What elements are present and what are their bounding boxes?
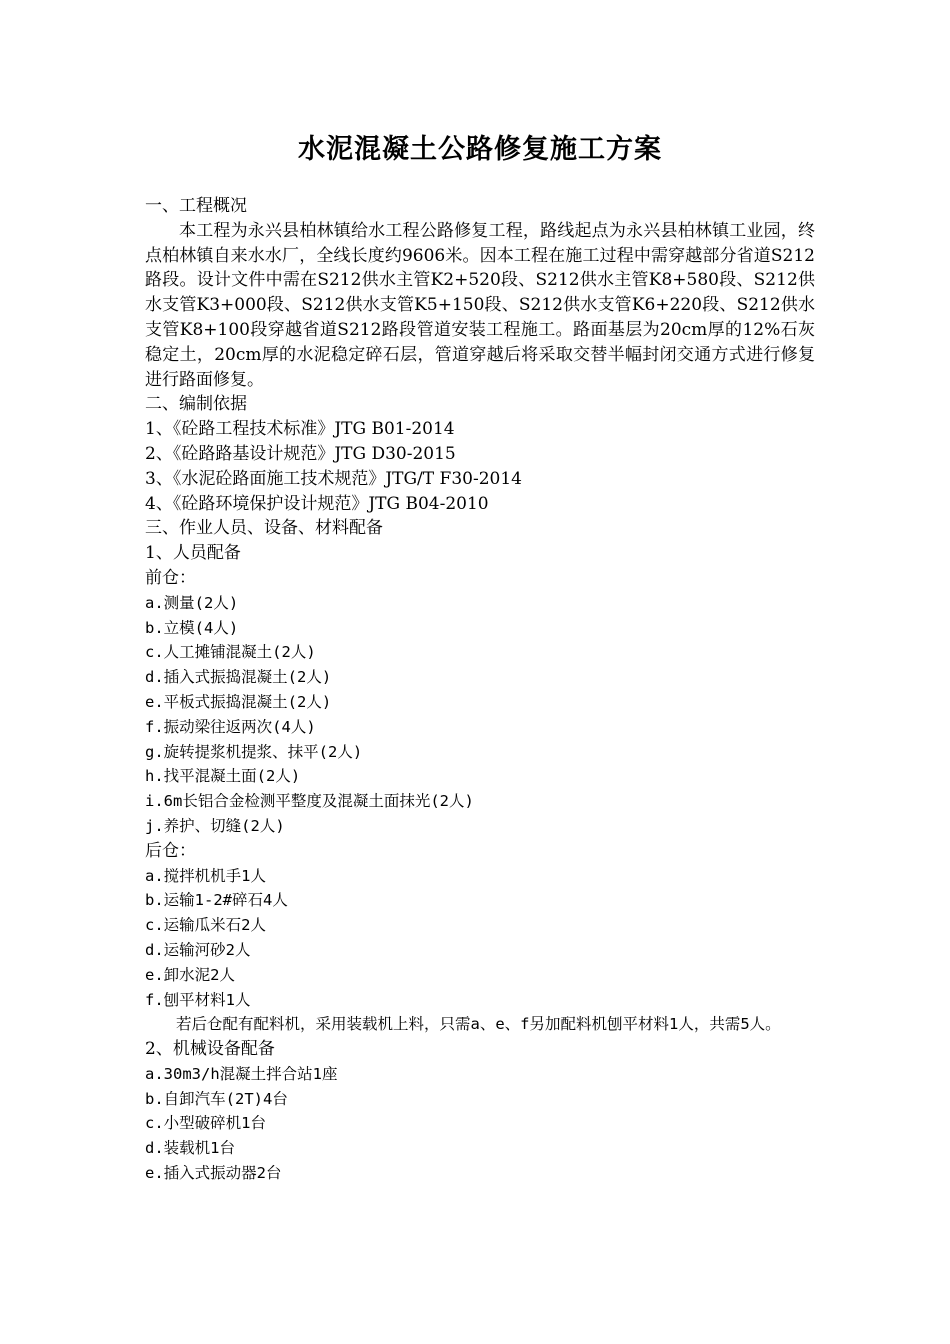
overview-paragraph: 本工程为永兴县柏林镇给水工程公路修复工程，路线起点为永兴县柏林镇工业园，终点柏林镇自来水水厂，全线长度约9606米。因本工程在施工过程中需穿越部分省道S212路段。设计文件中需在S212供水主管K2+520段、S212供水主管K8+580段、S212供水支管K3+000段、S212供水支管K5+150段、S212供水支管K6+220段、S212供水支管K8+100段穿越省道S212路段管道安装工程施工。路面基层为20cm厚的12%石灰稳定土，20cm厚的水泥稳定碎石层，管道穿越后将采取交替半幅封闭交通方式进行修复进行路面修复。 — [145, 220, 815, 390]
front-item: a.测量(2人) — [145, 593, 239, 612]
equipment-item: e.插入式振动器2台 — [145, 1164, 282, 1183]
section-heading-overview: 一、工程概况 — [145, 196, 247, 216]
front-item: h.找平混凝土面(2人) — [145, 767, 301, 786]
back-item: b.运输1-2#碎石4人 — [145, 891, 288, 910]
personnel-note: 若后仓配有配料机，采用装载机上料，只需a、e、f另加配料机刨平材料1人，共需5人。 — [176, 1015, 781, 1034]
subheading-personnel: 1、人员配备 — [145, 543, 241, 564]
subheading-equipment: 2、机械设备配备 — [145, 1039, 275, 1060]
equipment-item: b.自卸汽车(2T)4台 — [145, 1089, 288, 1108]
back-item: d.运输河砂2人 — [145, 940, 251, 959]
front-item: d.插入式振捣混凝土(2人) — [145, 668, 332, 687]
equipment-item: c.小型破碎机1台 — [145, 1114, 266, 1133]
section-heading-basis: 二、编制依据 — [145, 394, 247, 415]
document-title: 水泥混凝土公路修复施工方案 — [298, 134, 662, 165]
equipment-item: d.装载机1台 — [145, 1139, 235, 1158]
basis-item: 1、《砼路工程技术标准》JTG B01-2014 — [145, 419, 455, 440]
document-page — [145, 130, 815, 1186]
front-item: j.养护、切缝(2人) — [145, 816, 285, 835]
equipment-item: a.30m3/h混凝土拌合站1座 — [145, 1064, 338, 1083]
front-item: f.振动梁往返两次(4人) — [145, 717, 316, 736]
front-item: g.旋转提浆机提浆、抹平(2人) — [145, 742, 363, 761]
front-item: e.平板式振捣混凝土(2人) — [145, 692, 332, 711]
front-item: c.人工摊铺混凝土(2人) — [145, 643, 316, 662]
back-item: f.刨平材料1人 — [145, 990, 251, 1009]
back-item: c.运输瓜米石2人 — [145, 916, 266, 935]
section-heading-resources: 三、作业人员、设备、材料配备 — [145, 518, 383, 539]
front-item: i.6m长铝合金检测平整度及混凝土面抹光(2人) — [145, 792, 474, 811]
front-warehouse-label: 前仓： — [145, 567, 196, 588]
basis-item: 2、《砼路路基设计规范》JTG D30-2015 — [145, 443, 456, 464]
basis-item: 3、《水泥砼路面施工技术规范》JTG/T F30-2014 — [145, 468, 522, 489]
front-item: b.立模(4人) — [145, 618, 239, 637]
back-warehouse-label: 后仓： — [145, 840, 196, 861]
back-item: a.搅拌机机手1人 — [145, 866, 266, 885]
back-item: e.卸水泥2人 — [145, 965, 235, 984]
basis-item: 4、《砼路环境保护设计规范》JTG B04-2010 — [145, 493, 489, 514]
